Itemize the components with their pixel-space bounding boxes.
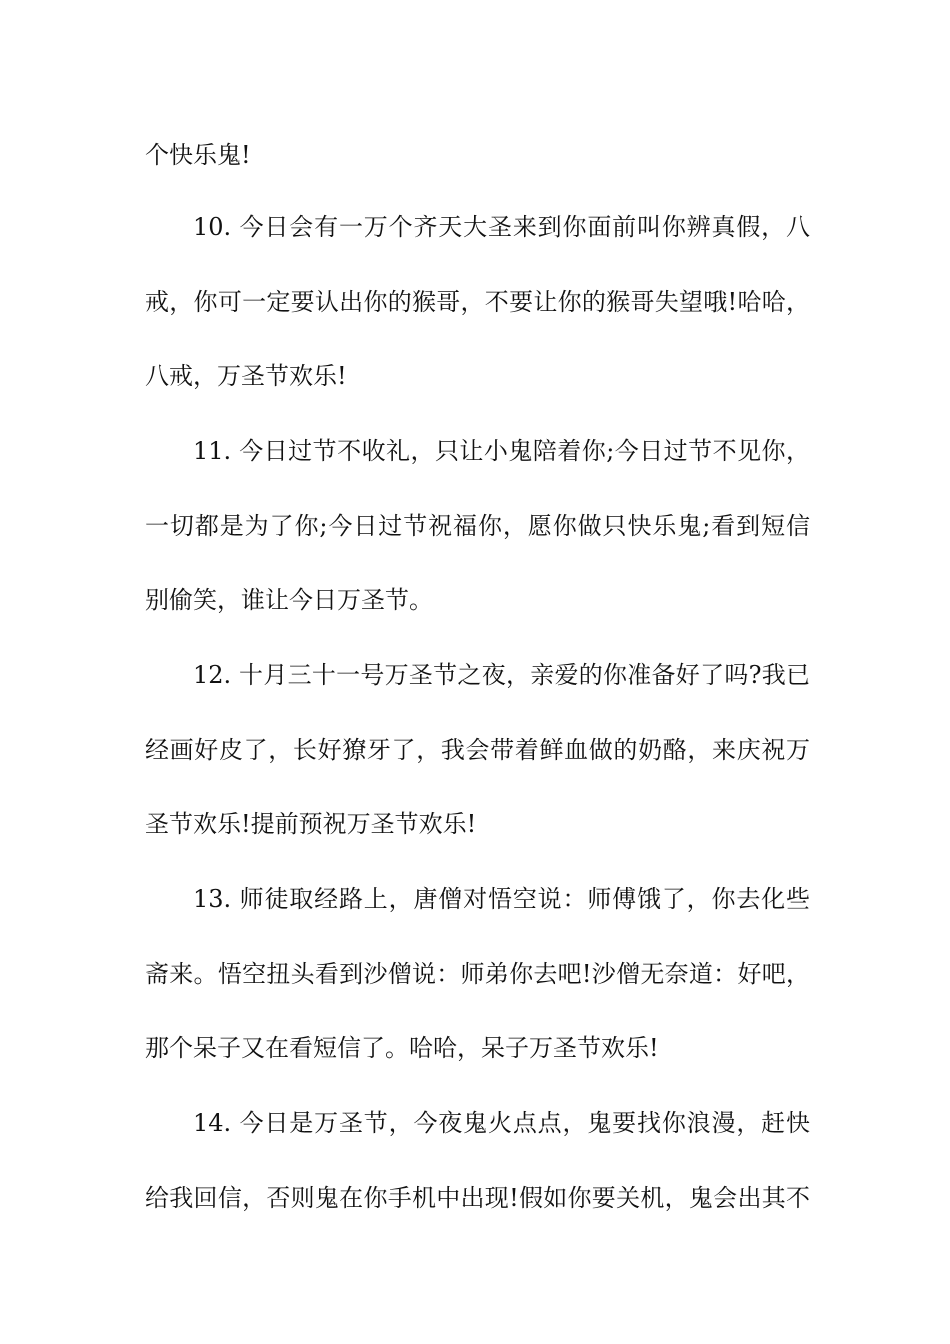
item-11-line-1: 11. 今日过节不收礼，只让小鬼陪着你;今日过节不见你， — [193, 437, 810, 465]
text-line-continuation: 个快乐鬼! — [145, 141, 251, 169]
item-10-line-1: 10. 今日会有一万个齐天大圣来到你面前叫你辨真假，八 — [193, 213, 810, 241]
item-12-line-3: 圣节欢乐!提前预祝万圣节欢乐! — [145, 810, 477, 838]
item-14-line-1: 14. 今日是万圣节，今夜鬼火点点，鬼要找你浪漫，赶快 — [193, 1109, 810, 1137]
item-12-line-1: 12. 十月三十一号万圣节之夜，亲爱的你准备好了吗?我已 — [193, 661, 810, 689]
item-14-line-2: 给我回信，否则鬼在你手机中出现!假如你要关机，鬼会出其不 — [145, 1184, 810, 1212]
item-12-line-2: 经画好皮了，长好獠牙了，我会带着鲜血做的奶酪，来庆祝万 — [145, 736, 810, 764]
item-10-line-2: 戒，你可一定要认出你的猴哥，不要让你的猴哥失望哦!哈哈， — [145, 288, 810, 316]
item-13-line-1: 13. 师徒取经路上，唐僧对悟空说：师傅饿了，你去化些 — [193, 885, 810, 913]
item-11-line-2: 一切都是为了你;今日过节祝福你，愿你做只快乐鬼;看到短信 — [145, 512, 810, 540]
item-10-line-3: 八戒，万圣节欢乐! — [145, 362, 347, 390]
item-13-line-3: 那个呆子又在看短信了。哈哈，呆子万圣节欢乐! — [145, 1034, 659, 1062]
item-13-line-2: 斋来。悟空扭头看到沙僧说：师弟你去吧!沙僧无奈道：好吧， — [145, 960, 810, 988]
item-11-line-3: 别偷笑，谁让今日万圣节。 — [145, 586, 433, 614]
